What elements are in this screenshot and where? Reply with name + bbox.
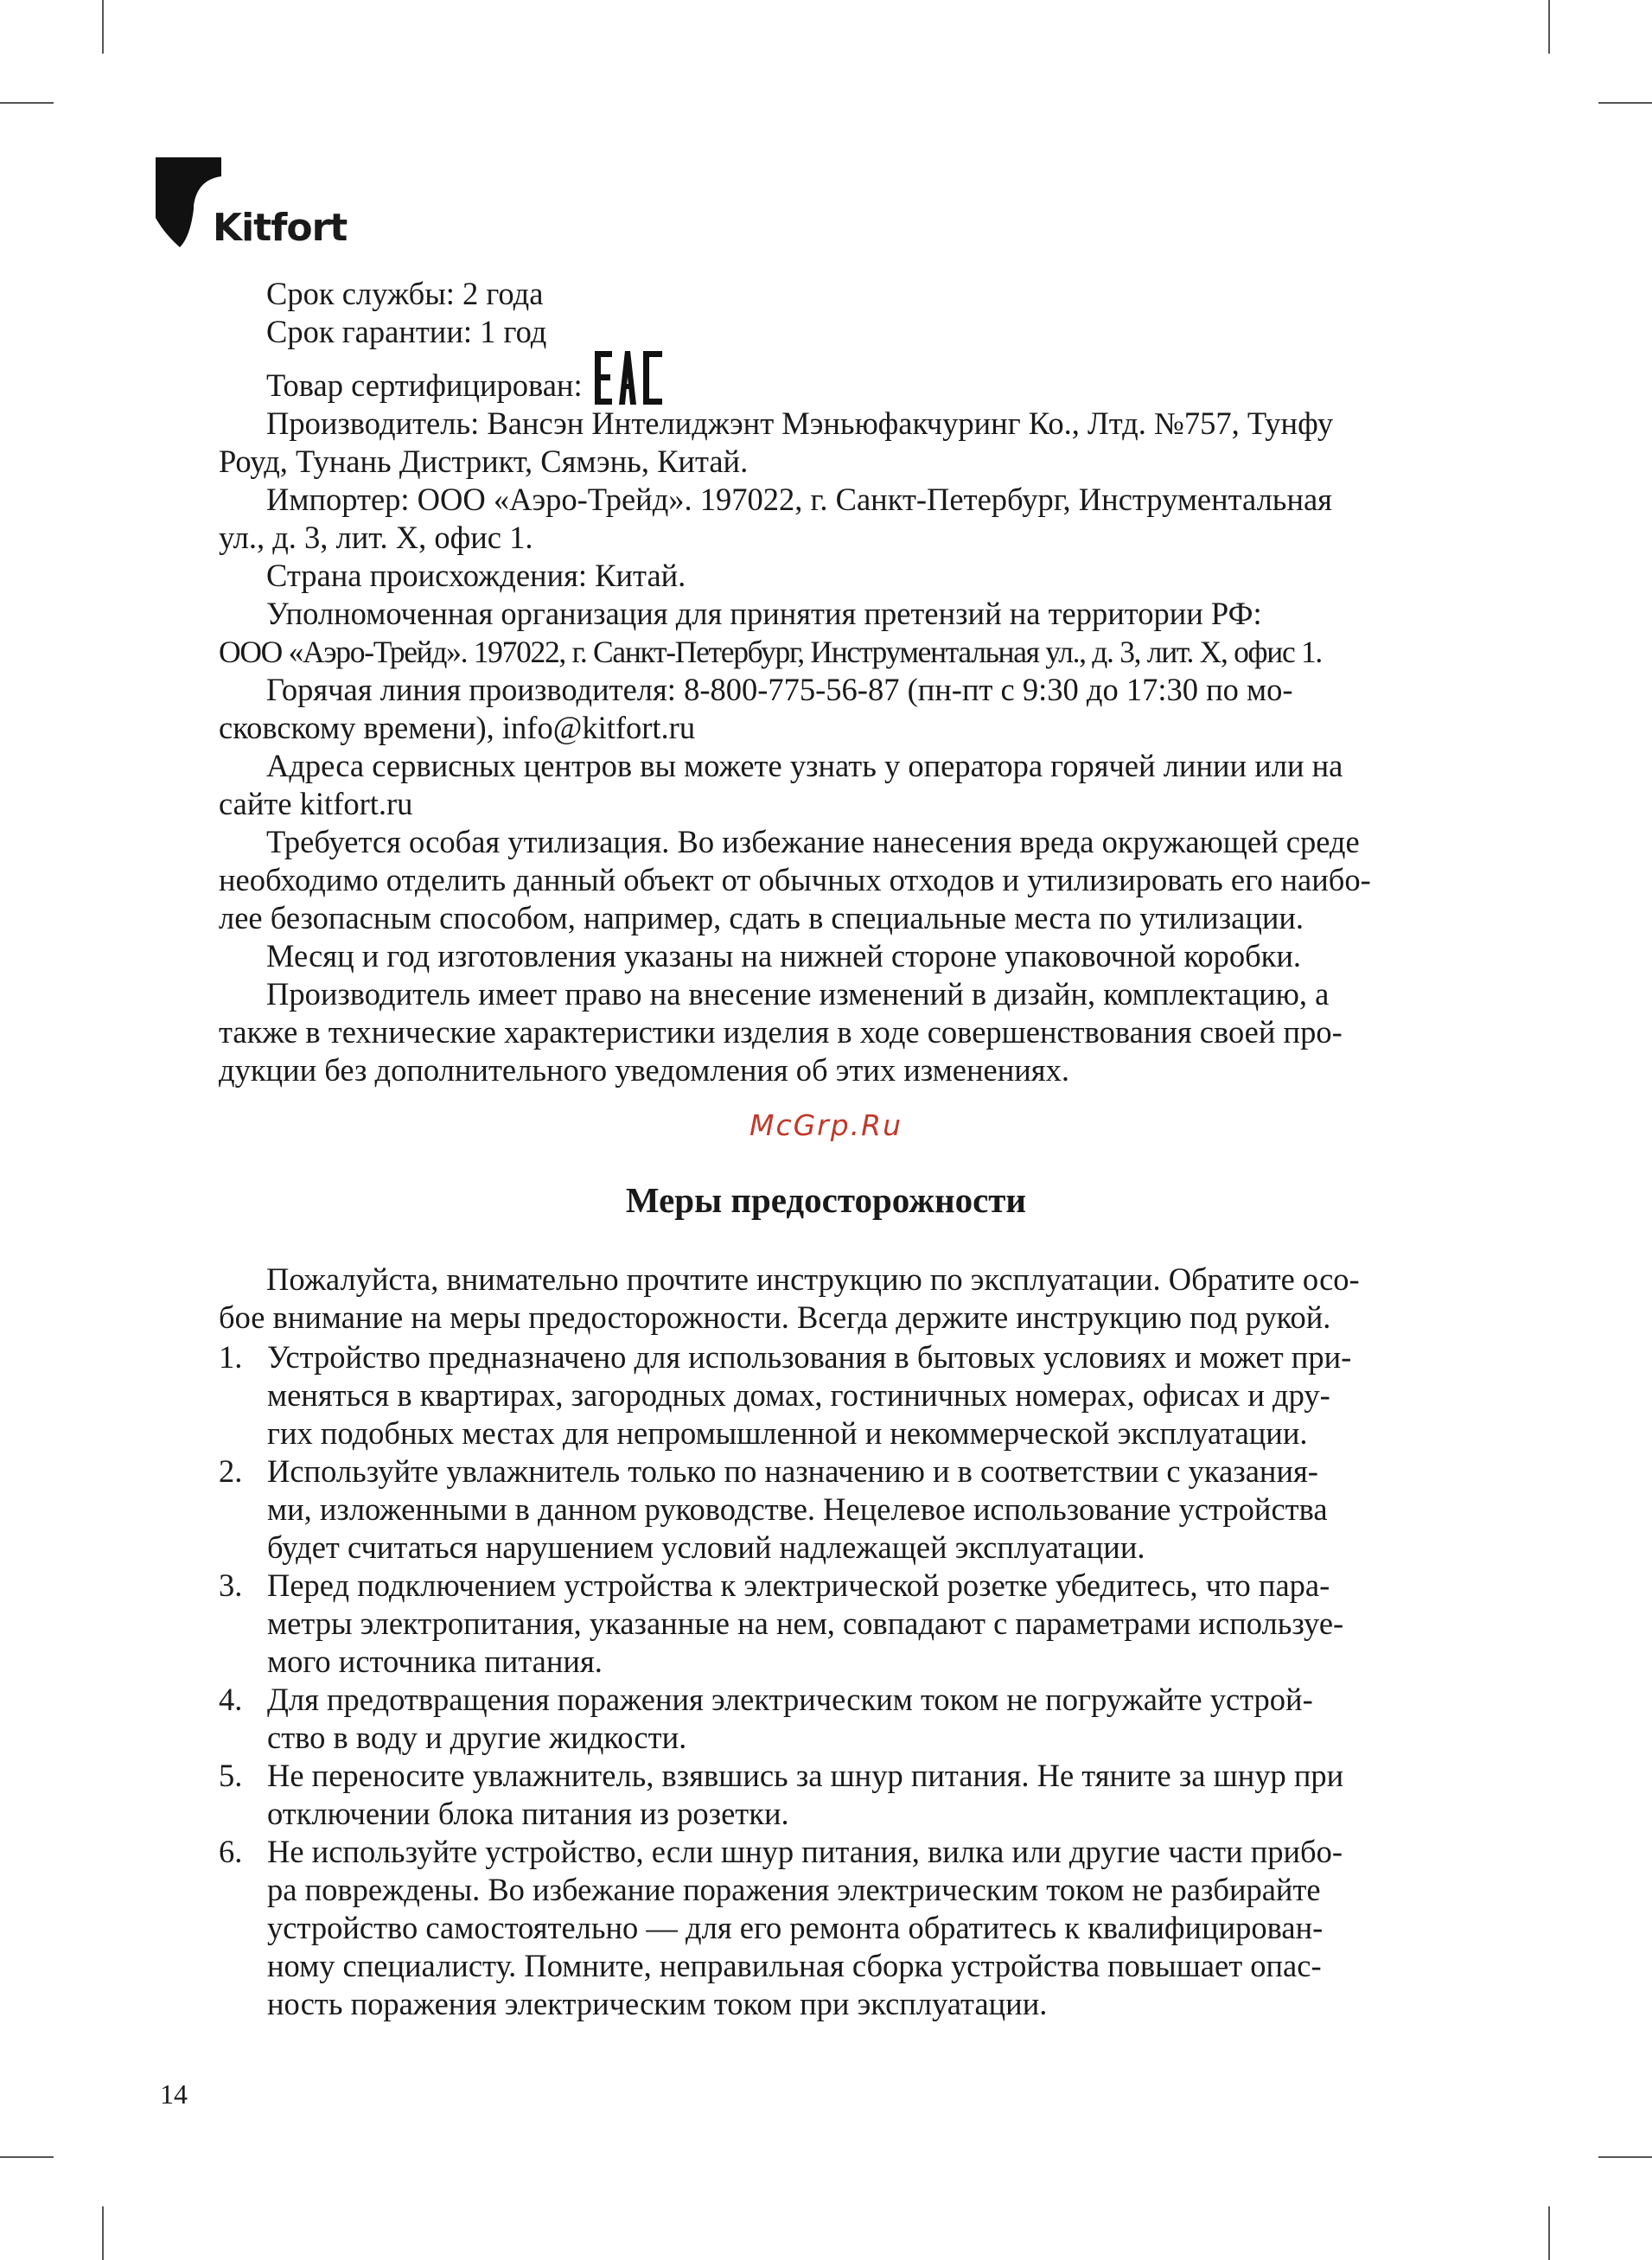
list-item	[219, 1833, 1457, 2023]
authorized-line-1: Уполномоченная организация для принятия претензий на территории РФ:	[266, 596, 1262, 631]
list-item-line: ми, изложенными в данном руководстве. Нецелевое использование устройства	[267, 1491, 1328, 1527]
service-centers-line-1: Адреса сервисных центров вы можете узнать у оператора горячей линии или на	[266, 748, 1343, 783]
section-intro	[219, 1261, 1457, 1337]
crop-mark-bottom-left-vertical	[102, 2206, 104, 2260]
precautions-list	[219, 1338, 1457, 2023]
list-item-line: Не переносите увлажнитель, взявшись за шнур питания. Не тяните за шнур при	[267, 1758, 1344, 1793]
list-item	[219, 1567, 1457, 1681]
list-item-line: Устройство предназначено для использования в бытовых условиях и может при-	[267, 1339, 1352, 1375]
manufacturer-line-1: Производитель: Вансэн Интелиджэнт Мэньюфакчуринг Ко., Лтд. №757, Тунфу	[266, 405, 1334, 441]
product-info	[219, 275, 1457, 1089]
crop-mark-bottom-right-horizontal	[1598, 2156, 1652, 2158]
manufacture-date: Месяц и год изготовления указаны на нижней стороне упаковочной коробки.	[266, 938, 1302, 974]
crop-mark-top-right-horizontal	[1598, 102, 1652, 104]
list-item-line: меняться в квартирах, загородных домах, гостиничных номерах, офисах и дру-	[267, 1377, 1330, 1413]
list-item	[219, 1452, 1457, 1567]
service-life: Срок службы: 2 года	[266, 276, 544, 311]
disposal-line-3: лее безопасным способом, например, сдать в специальные места по утилизации.	[219, 900, 1304, 935]
list-item-line: Для предотвращения поражения электрическим током не погружайте устрой-	[267, 1682, 1313, 1717]
list-item-line: ра повреждены. Во избежание поражения электрическим током не разбирайте	[267, 1872, 1321, 1907]
kitfort-logo	[156, 157, 350, 252]
warranty: Срок гарантии: 1 год	[266, 314, 547, 349]
section-title: Меры предосторожности	[625, 1180, 1027, 1220]
crop-mark-top-left-horizontal	[0, 102, 54, 104]
page-number: 14	[160, 2078, 188, 2110]
list-item-line: ность поражения электрическим током при эксплуатации.	[267, 1986, 1048, 2021]
intro-line-2: бое внимание на меры предосторожности. Всегда держите инструкцию под рукой.	[219, 1299, 1331, 1335]
certified-line	[219, 351, 1457, 405]
list-item-line: гих подобных местах для непромышленной и некоммерческой эксплуатации.	[267, 1415, 1308, 1451]
disposal-line-1: Требуется особая утилизация. Во избежание нанесения вреда окружающей среде	[266, 824, 1360, 859]
service-centers-line-2: сайте kitfort.ru	[219, 786, 413, 821]
crop-mark-top-left-vertical	[102, 0, 104, 54]
list-item-line: будет считаться нарушением условий надлежащей эксплуатации.	[267, 1529, 1145, 1565]
importer-line-1: Импортер: ООО «Аэро-Трейд». 197022, г. Санкт-Петербург, Инструментальная	[266, 482, 1332, 517]
list-item-number: 2.	[219, 1453, 243, 1489]
list-item	[219, 1338, 1457, 1452]
watermark: McGrp.Ru	[749, 1108, 903, 1142]
list-item-number: 3.	[219, 1567, 243, 1603]
changes-line-1: Производитель имеет право на внесение изменений в дизайн, комплектацию, а	[266, 976, 1330, 1012]
disposal-line-2: необходимо отделить данный объект от обычных отходов и утилизировать его наибо-	[219, 862, 1371, 897]
list-item-line: Не используйте устройство, если шнур питания, вилка или другие части прибо-	[267, 1834, 1343, 1869]
list-item-line: Используйте увлажнитель только по назначению и в соответствии с указания-	[267, 1453, 1318, 1489]
hotline-line-2: сковскому времени), info@kitfort.ru	[219, 710, 696, 745]
importer-line-2: ул., д. 3, лит. Х, офис 1.	[219, 520, 533, 555]
eac-mark-icon	[595, 351, 662, 405]
crop-mark-top-right-vertical	[1548, 0, 1550, 54]
list-item-line: ство в воду и другие жидкости.	[267, 1720, 687, 1755]
list-item-number: 4.	[219, 1682, 243, 1717]
intro-line-1: Пожалуйста, внимательно прочтите инструкцию по эксплуатации. Обратите осо-	[266, 1261, 1360, 1297]
changes-line-3: дукции без дополнительного уведомления об этих изменениях.	[219, 1052, 1069, 1088]
logo-text: Kitfort	[213, 206, 348, 250]
list-item-line: мого источника питания.	[267, 1644, 603, 1679]
list-item	[219, 1681, 1457, 1757]
hotline-line-1: Горячая линия производителя: 8-800-775-56-87 (пн-пт с 9:30 до 17:30 по мо-	[266, 672, 1293, 707]
list-item-number: 5.	[219, 1758, 243, 1793]
list-item-line: устройство самостоятельно — для его ремонта обратитесь к квалифицирован-	[267, 1910, 1324, 1945]
authorized-line-2: ООО «Аэро-Трейд». 197022, г. Санкт-Петербург, Инструментальная ул., д. 3, лит. Х, офис 1.	[219, 635, 1323, 669]
changes-line-2: также в технические характеристики изделия в ходе совершенствования своей про-	[219, 1014, 1343, 1050]
list-item	[219, 1757, 1457, 1833]
list-item-number: 6.	[219, 1834, 243, 1869]
crop-mark-bottom-left-horizontal	[0, 2156, 54, 2158]
list-item-line: ному специалисту. Помните, неправильная сборка устройства повышает опас-	[267, 1948, 1322, 1983]
certified-label: Товар сертифицирован:	[266, 367, 583, 403]
crop-mark-bottom-right-vertical	[1548, 2206, 1550, 2260]
list-item-number: 1.	[219, 1339, 243, 1375]
origin: Страна происхождения: Китай.	[266, 558, 686, 593]
list-item-line: Перед подключением устройства к электрической розетке убедитесь, что пара-	[267, 1567, 1330, 1603]
manufacturer-line-2: Роуд, Тунань Дистрикт, Сямэнь, Китай.	[219, 444, 749, 479]
list-item-line: отключении блока питания из розетки.	[267, 1796, 789, 1831]
list-item-line: метры электропитания, указанные на нем, совпадают с параметрами используе-	[267, 1606, 1344, 1641]
